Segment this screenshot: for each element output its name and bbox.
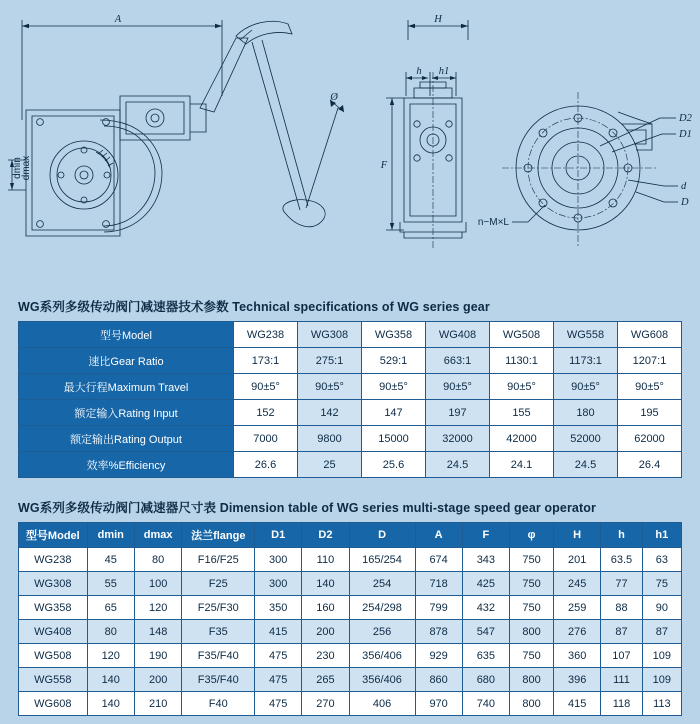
cell: WG408	[426, 322, 490, 348]
cell: 929	[415, 644, 462, 668]
cell: 201	[554, 548, 601, 572]
cell: 406	[349, 692, 415, 716]
table-row	[19, 452, 682, 478]
column-header: D1	[255, 523, 302, 548]
spec-section-title: WG系列多级传动阀门减速器技术参数 Technical specifications of WG series gear	[18, 300, 490, 314]
table-row	[19, 322, 682, 348]
cell: 80	[134, 548, 182, 572]
cell: 860	[415, 668, 462, 692]
cell: 1173:1	[554, 348, 618, 374]
cell: WG508	[19, 644, 88, 668]
cell: F16/F25	[182, 548, 255, 572]
cell: WG358	[362, 322, 426, 348]
cell: WG308	[298, 322, 362, 348]
cell: 878	[415, 620, 462, 644]
cell: WG408	[19, 620, 88, 644]
cell: 356/406	[349, 668, 415, 692]
cell: F35	[182, 620, 255, 644]
cell: F25	[182, 572, 255, 596]
cell: 25.6	[362, 452, 426, 478]
cell: 718	[415, 572, 462, 596]
cell: WG358	[19, 596, 88, 620]
cell: 7000	[234, 426, 298, 452]
cell: 165/254	[349, 548, 415, 572]
cell: 663:1	[426, 348, 490, 374]
cell: WG308	[19, 572, 88, 596]
cell: 195	[618, 400, 682, 426]
table-row	[19, 348, 682, 374]
label-h1: h1	[438, 66, 450, 77]
cell: F35/F40	[182, 644, 255, 668]
cell: 140	[87, 692, 134, 716]
cell: 90±5°	[618, 374, 682, 400]
cell: 680	[462, 668, 509, 692]
cell: 750	[510, 572, 554, 596]
cell: 415	[554, 692, 601, 716]
dimension-section-title: WG系列多级传动阀门减速器尺寸表 Dimension table of WG series multi-stage speed gear operator	[18, 501, 596, 515]
cell: 160	[302, 596, 349, 620]
cell: 80	[87, 620, 134, 644]
cell: 120	[87, 644, 134, 668]
cell: 55	[87, 572, 134, 596]
cell: 254	[349, 572, 415, 596]
cell: 750	[510, 548, 554, 572]
cell: 256	[349, 620, 415, 644]
label-d: d	[681, 181, 687, 192]
cell: 88	[601, 596, 642, 620]
cell: 800	[510, 620, 554, 644]
label-F: F	[380, 160, 388, 171]
cell: 42000	[490, 426, 554, 452]
cell: 970	[415, 692, 462, 716]
cell: 100	[134, 572, 182, 596]
cell: 1130:1	[490, 348, 554, 374]
column-header: H	[554, 523, 601, 548]
cell: 155	[490, 400, 554, 426]
cell: 65	[87, 596, 134, 620]
cell: 148	[134, 620, 182, 644]
column-header: D2	[302, 523, 349, 548]
label-dmin: dmin	[12, 157, 23, 179]
cell: 140	[302, 572, 349, 596]
cell: 200	[302, 620, 349, 644]
cell: 87	[642, 620, 681, 644]
row-label: 效率%Efficiency	[19, 452, 234, 478]
cell: 118	[601, 692, 642, 716]
cell: 415	[255, 620, 302, 644]
table-row	[19, 596, 682, 620]
cell: 90±5°	[426, 374, 490, 400]
column-header: F	[462, 523, 509, 548]
table-row	[19, 668, 682, 692]
cell: WG238	[234, 322, 298, 348]
cell: WG608	[19, 692, 88, 716]
cell: 45	[87, 548, 134, 572]
cell: 9800	[298, 426, 362, 452]
column-header: A	[415, 523, 462, 548]
table-row	[19, 572, 682, 596]
column-header: φ	[510, 523, 554, 548]
column-header: h1	[642, 523, 681, 548]
cell: 276	[554, 620, 601, 644]
cell: 210	[134, 692, 182, 716]
cell: 90	[642, 596, 681, 620]
cell: 547	[462, 620, 509, 644]
cell: 90±5°	[234, 374, 298, 400]
cell: 674	[415, 548, 462, 572]
cell: WG608	[618, 322, 682, 348]
cell: 360	[554, 644, 601, 668]
column-header: dmax	[134, 523, 182, 548]
cell: 140	[87, 668, 134, 692]
cell: 259	[554, 596, 601, 620]
cell: 356/406	[349, 644, 415, 668]
cell: 270	[302, 692, 349, 716]
table-row	[19, 374, 682, 400]
cell: 15000	[362, 426, 426, 452]
cell: 190	[134, 644, 182, 668]
table-row	[19, 620, 682, 644]
label-H: H	[434, 14, 442, 25]
cell: 800	[510, 692, 554, 716]
cell: 24.5	[554, 452, 618, 478]
cell: 52000	[554, 426, 618, 452]
cell: 1207:1	[618, 348, 682, 374]
row-label: 型号Model	[19, 322, 234, 348]
dimension-table	[18, 522, 682, 716]
cell: 800	[510, 668, 554, 692]
cell: 425	[462, 572, 509, 596]
column-header: 型号Model	[19, 523, 88, 548]
column-header: dmin	[87, 523, 134, 548]
cell: 635	[462, 644, 509, 668]
column-header: 法兰flange	[182, 523, 255, 548]
cell: 300	[255, 548, 302, 572]
label-dmax: dmax	[21, 155, 32, 181]
table-header-row	[19, 523, 682, 548]
cell: 475	[255, 644, 302, 668]
label-D: D	[681, 197, 689, 208]
cell: 265	[302, 668, 349, 692]
cell: 63	[642, 548, 681, 572]
row-label: 最大行程Maximum Travel	[19, 374, 234, 400]
cell: 120	[134, 596, 182, 620]
cell: 32000	[426, 426, 490, 452]
cell: 750	[510, 644, 554, 668]
cell: 475	[255, 692, 302, 716]
cell: 396	[554, 668, 601, 692]
cell: 529:1	[362, 348, 426, 374]
cell: WG558	[19, 668, 88, 692]
cell: 275:1	[298, 348, 362, 374]
cell: WG238	[19, 548, 88, 572]
cell: 24.1	[490, 452, 554, 478]
cell: 475	[255, 668, 302, 692]
cell: 24.5	[426, 452, 490, 478]
row-label: 额定输入Rating Input	[19, 400, 234, 426]
cell: 142	[298, 400, 362, 426]
cell: F35/F40	[182, 668, 255, 692]
cell: WG508	[490, 322, 554, 348]
cell: 111	[601, 668, 642, 692]
cell: 90±5°	[298, 374, 362, 400]
cell: WG558	[554, 322, 618, 348]
cell: 75	[642, 572, 681, 596]
column-header: h	[601, 523, 642, 548]
cell: 62000	[618, 426, 682, 452]
cell: 87	[601, 620, 642, 644]
label-D1: D1	[679, 129, 692, 140]
cell: 147	[362, 400, 426, 426]
cell: 25	[298, 452, 362, 478]
technical-specifications-table	[18, 321, 682, 478]
cell: 152	[234, 400, 298, 426]
cell: 432	[462, 596, 509, 620]
cell: F40	[182, 692, 255, 716]
cell: 90±5°	[490, 374, 554, 400]
cell: 245	[554, 572, 601, 596]
row-label: 速比Gear Ratio	[19, 348, 234, 374]
column-header: D	[349, 523, 415, 548]
cell: 77	[601, 572, 642, 596]
cell: 113	[642, 692, 681, 716]
cell: 740	[462, 692, 509, 716]
cell: 799	[415, 596, 462, 620]
label-phi: Ø	[330, 92, 338, 103]
table-row	[19, 426, 682, 452]
cell: 254/298	[349, 596, 415, 620]
cell: 109	[642, 644, 681, 668]
cell: 26.6	[234, 452, 298, 478]
cell: 180	[554, 400, 618, 426]
cell: 197	[426, 400, 490, 426]
cell: 90±5°	[362, 374, 426, 400]
label-holes: n−M×L	[477, 217, 509, 228]
cell: F25/F30	[182, 596, 255, 620]
cell: 200	[134, 668, 182, 692]
label-A: A	[114, 14, 122, 25]
cell: 350	[255, 596, 302, 620]
cell: 63.5	[601, 548, 642, 572]
table-row	[19, 692, 682, 716]
cell: 26.4	[618, 452, 682, 478]
table-row	[19, 644, 682, 668]
label-D2: D2	[679, 113, 692, 124]
cell: 110	[302, 548, 349, 572]
table-row	[19, 400, 682, 426]
cell: 343	[462, 548, 509, 572]
cell: 109	[642, 668, 681, 692]
cell: 173:1	[234, 348, 298, 374]
label-h: h	[416, 66, 422, 77]
technical-drawing	[0, 0, 700, 275]
cell: 230	[302, 644, 349, 668]
table-row	[19, 548, 682, 572]
row-label: 额定输出Rating Output	[19, 426, 234, 452]
cell: 750	[510, 596, 554, 620]
cell: 107	[601, 644, 642, 668]
cell: 90±5°	[554, 374, 618, 400]
cell: 300	[255, 572, 302, 596]
